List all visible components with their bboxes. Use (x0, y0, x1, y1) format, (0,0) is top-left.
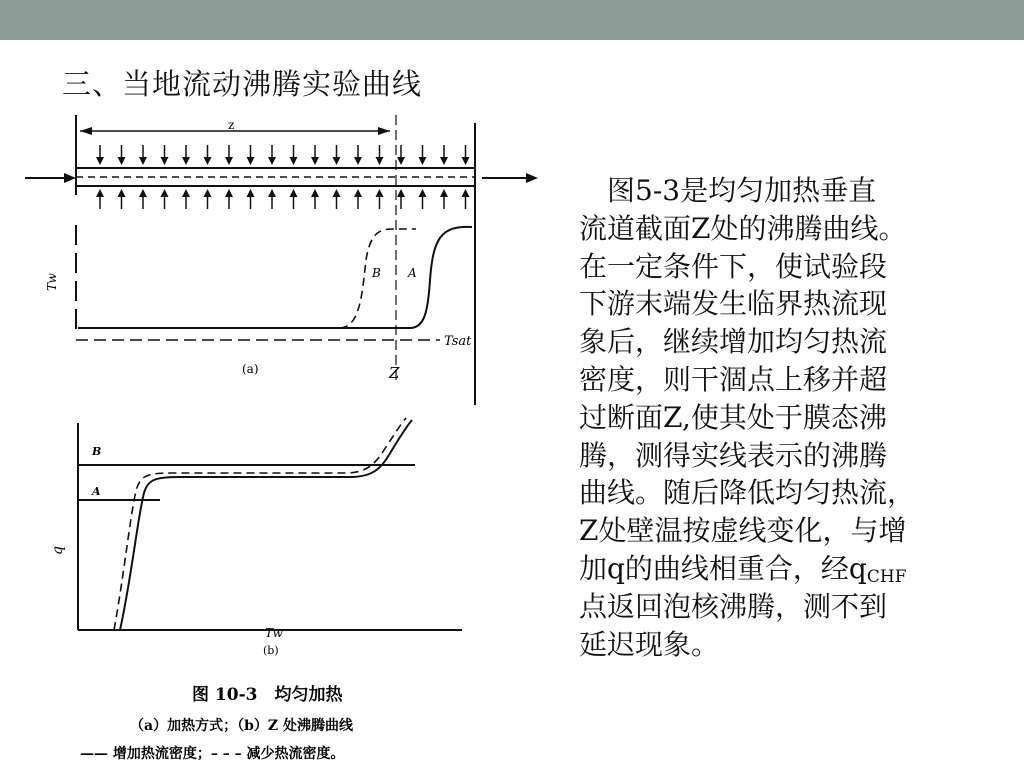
heat-flux-arrowhead (96, 189, 104, 197)
heat-flux-arrowhead (118, 157, 126, 165)
wall-temperature-plot (45, 225, 472, 382)
body-paragraph (579, 172, 979, 663)
figure-subcaption: （a）加热方式；（b）Z 处沸腾曲线 (130, 718, 353, 734)
heat-flux-arrowhead (462, 189, 470, 197)
heat-flux-arrowhead (139, 157, 147, 165)
heat-flux-arrowhead (290, 157, 298, 165)
channel-diagram (25, 115, 538, 405)
panel-a-label: (a) (242, 362, 259, 376)
heat-flux-arrowhead (247, 189, 255, 197)
body-line: 延迟现象。 (579, 627, 720, 661)
tw-axis-label-b: Tw (265, 626, 283, 640)
heat-flux-arrowhead (118, 189, 126, 197)
heat-flux-arrowhead (247, 157, 255, 165)
body-line: 下游末端发生临界热流现 (579, 287, 888, 321)
heat-flux-arrowhead (204, 189, 212, 197)
heat-flux-arrowhead (419, 157, 427, 165)
q-axis-label: q (50, 546, 66, 555)
figure-boiling-curve (20, 105, 560, 768)
boiling-curve-plot (50, 418, 462, 657)
figure-legend: —— 增加热流密度；– – – 减少热流密度。 (80, 746, 345, 762)
body-line: 点返回泡核沸腾，测不到 (579, 589, 888, 623)
body-line: 密度，则干涸点上移并超 (579, 362, 888, 396)
heat-flux-arrowhead (268, 157, 276, 165)
z-dimension-label: z (228, 118, 235, 132)
heat-flux-arrowhead (225, 157, 233, 165)
figure-caption: 图 10-3 均匀加热 (192, 685, 343, 705)
body-line: 腾，测得实线表示的沸腾 (579, 438, 888, 472)
tw-axis-label: Tw (45, 273, 59, 291)
heat-flux-arrowhead (333, 189, 341, 197)
heat-flux-arrowhead (290, 189, 298, 197)
body-line: 过断面Z,使其处于膜态沸 (579, 400, 887, 434)
heat-flux-arrowhead (225, 189, 233, 197)
heat-flux-arrowhead (161, 157, 169, 165)
body-line: 象后，继续增加均匀热流 (579, 325, 888, 359)
heat-flux-arrowhead (333, 157, 341, 165)
body-line: 在一定条件下，使试验段 (579, 249, 888, 283)
heat-flux-arrowhead (311, 189, 319, 197)
curve-b-label: B (372, 266, 381, 280)
heat-flux-arrowhead (462, 157, 470, 165)
heat-flux-arrowhead (311, 157, 319, 165)
heat-flux-arrowhead (268, 189, 276, 197)
level-a-label: A (92, 485, 101, 498)
heat-flux-arrowhead (204, 157, 212, 165)
heat-flux-arrowhead (419, 189, 427, 197)
curve-a-label: A (408, 266, 417, 280)
heat-flux-arrowhead (397, 157, 405, 165)
heat-flux-arrowhead (354, 157, 362, 165)
body-line-prefix: 加q的曲线相重合，经q (579, 551, 867, 585)
level-b-label: B (92, 445, 102, 458)
heat-flux-arrowhead (440, 189, 448, 197)
body-line: Z处壁温按虚线变化，与增 (579, 514, 907, 548)
body-line: 曲线。随后降低均匀热流， (579, 476, 916, 510)
z-section-label: Z (389, 364, 400, 382)
body-line-qchf (579, 550, 979, 588)
body-line: 流道截面Z处的沸腾曲线。 (579, 211, 907, 245)
heat-flux-arrowhead (182, 157, 190, 165)
heat-flux-arrowhead (397, 189, 405, 197)
heat-flux-arrowhead (139, 189, 147, 197)
heat-flux-arrowhead (161, 189, 169, 197)
panel-b-label: (b) (263, 644, 279, 657)
heat-flux-arrowhead (354, 189, 362, 197)
heat-flux-arrowhead (440, 157, 448, 165)
heat-flux-arrowhead (376, 157, 384, 165)
heat-flux-arrowhead (182, 189, 190, 197)
tsat-label: Tsat (444, 334, 472, 349)
heat-flux-arrowhead (96, 157, 104, 165)
chf-subscript: CHF (866, 566, 907, 587)
body-line: 图5-3是均匀加热垂直 (579, 174, 877, 207)
heat-flux-arrowhead (376, 189, 384, 197)
header-bar (0, 0, 1024, 40)
slide-title: 三、当地流动沸腾实验曲线 (62, 67, 423, 101)
